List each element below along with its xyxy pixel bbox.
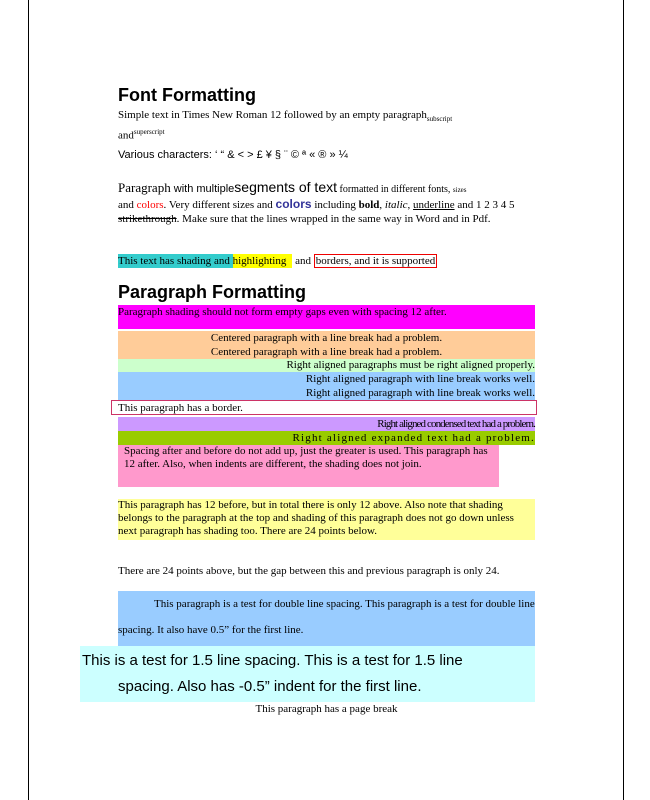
- para-bold: bold: [358, 199, 380, 211]
- para-sizes: sizes: [452, 186, 467, 194]
- page-break-text: This paragraph has a page break: [255, 703, 398, 715]
- double-spacing-text: This paragraph is a test for double line spacing. This paragraph is a test for double line spacing. It also have 0.5” for the first line.: [118, 598, 535, 636]
- para-and: and: [118, 199, 137, 211]
- expanded-paragraph: [118, 431, 535, 445]
- para-very-different: . Very different sizes and: [163, 199, 276, 211]
- one-and-half-spacing-paragraph: [80, 646, 535, 702]
- expanded-text: Right aligned expanded text had a problem.: [292, 432, 535, 444]
- one-half-line-2: spacing. Also has -0.5” indent for the first line.: [118, 678, 422, 695]
- points-text: There are 24 points above, but the gap between this and previous paragraph is only 24.: [118, 565, 500, 577]
- para-colors-blue: colors: [275, 197, 312, 211]
- right-aligned-text: Right aligned paragraphs must be right aligned properly.: [286, 359, 535, 371]
- para-colors-red: colors: [136, 199, 164, 211]
- various-characters-label: Various characters:: [118, 149, 216, 161]
- page-break-paragraph: [118, 703, 535, 716]
- highlighted-text: highlighting: [233, 254, 293, 268]
- simple-text-paragraph: [118, 109, 538, 143]
- para-strikethrough: strikethrough: [118, 213, 177, 225]
- right-aligned-line-1: Right aligned paragraph with line break works well.: [305, 373, 535, 385]
- bordered-paragraph-text: This paragraph has a border.: [118, 402, 243, 414]
- para-with-multiple: with multiple: [170, 183, 235, 195]
- para-numbers: and 1 2 3 4 5: [454, 199, 515, 211]
- shaded-and: and: [211, 255, 233, 267]
- shading-highlight-line: [118, 254, 437, 268]
- shading-gap-text: Paragraph shading should not form empty gaps even with spacing 12 after.: [118, 306, 447, 318]
- plain-and: and: [292, 255, 314, 267]
- spacing-paragraph: [118, 445, 499, 487]
- double-spacing-paragraph: [118, 591, 535, 646]
- spacing-text: Spacing after and before do not add up, just the greater is used. This paragraph has 12 after. Also, when indents are different, the shading does not join.: [124, 445, 488, 470]
- and-text: and: [118, 129, 134, 142]
- para-comma-2: ,: [407, 199, 414, 211]
- font-formatting-heading: Font Formatting: [118, 85, 256, 105]
- para-word-paragraph: Paragraph: [118, 180, 171, 195]
- mixed-format-paragraph: [118, 180, 538, 226]
- right-aligned-line-2: Right aligned paragraph with line break works well.: [305, 387, 535, 399]
- para-underline: underline: [413, 199, 455, 211]
- shaded-text: This text has shading: [118, 255, 212, 267]
- paragraph-formatting-heading: Paragraph Formatting: [118, 282, 307, 302]
- bordered-paragraph: [111, 400, 537, 415]
- condensed-paragraph: [118, 417, 535, 431]
- centered-line-2: Centered paragraph with a line break had a problem.: [210, 346, 443, 358]
- para-segments: segments of text: [234, 179, 337, 195]
- para-comma-1: ,: [379, 199, 385, 211]
- one-half-line-1: This is a test for 1.5 line spacing. This is a test for 1.5 line: [82, 652, 463, 669]
- para-formatted: formatted in different fonts,: [337, 184, 453, 195]
- various-characters: [118, 149, 348, 161]
- subscript-text: subscript: [426, 115, 453, 124]
- condensed-text: Right aligned condensed text had a problem.: [377, 418, 535, 430]
- superscript-text: superscript: [133, 128, 165, 137]
- points-paragraph: [118, 565, 535, 578]
- yellow-shaded-paragraph: [118, 499, 535, 540]
- centered-paragraph: [118, 331, 535, 359]
- simple-text: Simple text in Times New Roman 12 followed by an empty paragraph: [118, 109, 427, 121]
- bordered-text: borders, and it is supported: [315, 255, 436, 267]
- yellow-paragraph-text: This paragraph has 12 before, but in total there is only 12 above. Also note that shading belongs to the paragraph at the top and shading of this paragraph does not go down unless next paragraph has shading too. There are 24 points below.: [118, 499, 514, 537]
- right-aligned-linebreak-paragraph: [118, 372, 535, 400]
- centered-line-1: Centered paragraph with a line break had a problem.: [210, 332, 443, 344]
- various-characters-list: ‘ “ & < > £ ¥ § ¨ © ª « ® » ¼: [215, 149, 348, 161]
- right-aligned-paragraph: [118, 359, 535, 372]
- magenta-shaded-paragraph: [118, 305, 535, 329]
- para-italic: italic: [384, 199, 408, 211]
- para-wrap-note: . Make sure that the lines wrapped in the same way in Word and in Pdf.: [176, 213, 491, 225]
- para-including: including: [311, 199, 359, 211]
